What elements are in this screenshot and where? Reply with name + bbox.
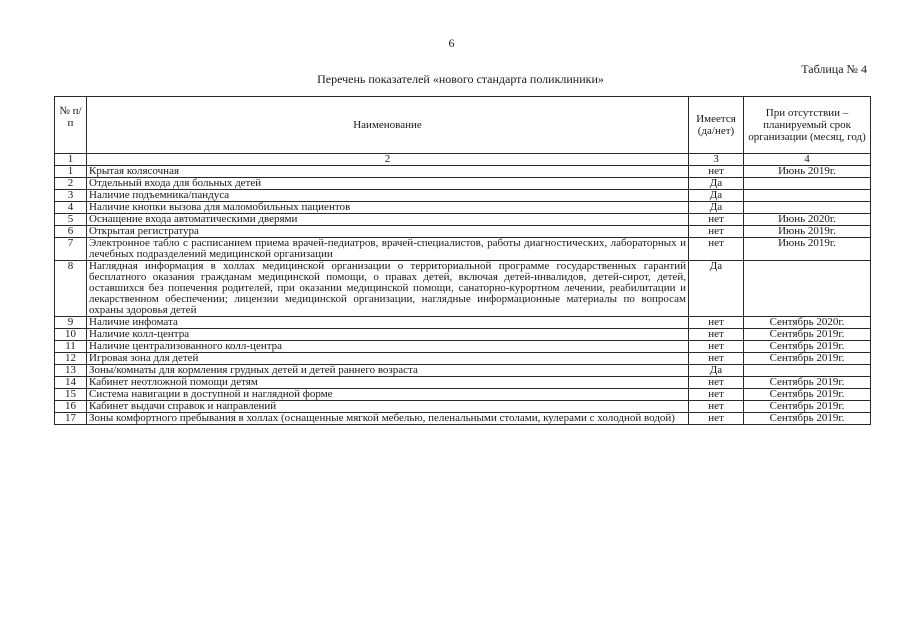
column-index-cell: 3: [689, 154, 744, 166]
table-row: [55, 353, 871, 365]
row-term: [744, 261, 871, 317]
row-has: Да: [689, 261, 744, 317]
table-header-row: [55, 97, 871, 154]
table-row: [55, 365, 871, 377]
row-name: Электронное табло с расписанием приема врачей-педиатров, врачей-специалистов, работы диагностических, лабораторных и лечебных подразделений медицинской организации: [87, 238, 689, 261]
row-name: Наглядная информация в холлах медицинской организации о территориальной программе государственных гарантий бесплатного оказания гражданам медицинской помощи, о правах детей, включая детей-инвалидов, детей-сирот, детей, оставшихся без попечения родителей, при оказании медицинской помощи, санаторно-курортном лечении, реабилитации и лекарственном обеспечении; лицензии медицинской организации, наглядные информационные материалы по вопросам охраны здоровья детей: [87, 261, 689, 317]
row-term: [744, 178, 871, 190]
row-has: нет: [689, 377, 744, 389]
row-term: Сентябрь 2019г.: [744, 329, 871, 341]
row-number: 16: [55, 401, 87, 413]
column-index-cell: 2: [87, 154, 689, 166]
table-row: [55, 413, 871, 425]
row-term: [744, 190, 871, 202]
table-row: [55, 238, 871, 261]
row-term: Сентябрь 2019г.: [744, 389, 871, 401]
indicators-table: [54, 96, 871, 425]
row-name: Зоны комфортного пребывания в холлах (оснащенные мягкой мебелью, пеленальными столами, кулерами с холодной водой): [87, 413, 689, 425]
row-term: [744, 365, 871, 377]
row-has: нет: [689, 353, 744, 365]
row-has: нет: [689, 341, 744, 353]
row-number: 6: [55, 226, 87, 238]
table-row: [55, 214, 871, 226]
row-has: нет: [689, 214, 744, 226]
page-number: 6: [448, 36, 455, 50]
row-number: 9: [55, 317, 87, 329]
table-row: [55, 166, 871, 178]
table-row: [55, 341, 871, 353]
row-term: [744, 202, 871, 214]
row-number: 4: [55, 202, 87, 214]
row-has: нет: [689, 238, 744, 261]
row-number: 12: [55, 353, 87, 365]
row-name: Кабинет неотложной помощи детям: [87, 377, 689, 389]
table-row: [55, 389, 871, 401]
row-number: 15: [55, 389, 87, 401]
row-name: Открытая регистратура: [87, 226, 689, 238]
table-row: [55, 377, 871, 389]
row-has: нет: [689, 317, 744, 329]
table-row: [55, 202, 871, 214]
row-has: нет: [689, 226, 744, 238]
header-term: При отсутствии – планируемый срок организации (месяц, год): [744, 97, 871, 154]
row-term: Июнь 2020г.: [744, 214, 871, 226]
header-number: № п/п: [55, 97, 87, 154]
row-number: 8: [55, 261, 87, 317]
row-term: Сентябрь 2019г.: [744, 401, 871, 413]
document-title: Перечень показателей «нового стандарта поликлиники»: [317, 72, 604, 86]
table-row: [55, 329, 871, 341]
row-number: 7: [55, 238, 87, 261]
row-term: Сентябрь 2019г.: [744, 353, 871, 365]
table-row: [55, 261, 871, 317]
row-number: 1: [55, 166, 87, 178]
table-row: [55, 178, 871, 190]
row-term: Сентябрь 2019г.: [744, 341, 871, 353]
row-name: Наличие колл-центра: [87, 329, 689, 341]
row-name: Кабинет выдачи справок и направлений: [87, 401, 689, 413]
row-term: Сентябрь 2020г.: [744, 317, 871, 329]
row-term: Июнь 2019г.: [744, 166, 871, 178]
row-name: Крытая колясочная: [87, 166, 689, 178]
row-has: нет: [689, 401, 744, 413]
row-name: Наличие подъемника/пандуса: [87, 190, 689, 202]
row-has: нет: [689, 166, 744, 178]
row-number: 11: [55, 341, 87, 353]
table-row: [55, 317, 871, 329]
column-index-row: [55, 154, 871, 166]
row-has: Да: [689, 365, 744, 377]
table-row: [55, 226, 871, 238]
row-has: Да: [689, 202, 744, 214]
row-term: Сентябрь 2019г.: [744, 377, 871, 389]
row-has: нет: [689, 329, 744, 341]
header-has: Имеется (да/нет): [689, 97, 744, 154]
row-has: нет: [689, 389, 744, 401]
row-number: 14: [55, 377, 87, 389]
row-has: Да: [689, 190, 744, 202]
table-row: [55, 401, 871, 413]
row-name: Зоны/комнаты для кормления грудных детей и детей раннего возраста: [87, 365, 689, 377]
row-number: 17: [55, 413, 87, 425]
row-name: Система навигации в доступной и наглядной форме: [87, 389, 689, 401]
row-number: 2: [55, 178, 87, 190]
row-has: Да: [689, 178, 744, 190]
row-number: 10: [55, 329, 87, 341]
header-name: Наименование: [87, 97, 689, 154]
row-term: Июнь 2019г.: [744, 226, 871, 238]
row-has: нет: [689, 413, 744, 425]
row-name: Оснащение входа автоматическими дверями: [87, 214, 689, 226]
column-index-cell: 4: [744, 154, 871, 166]
row-term: Сентябрь 2019г.: [744, 413, 871, 425]
table-label: Таблица № 4: [801, 62, 867, 76]
table-row: [55, 190, 871, 202]
row-name: Игровая зона для детей: [87, 353, 689, 365]
row-number: 5: [55, 214, 87, 226]
row-name: Наличие централизованного колл-центра: [87, 341, 689, 353]
row-name: Наличие инфомата: [87, 317, 689, 329]
column-index-cell: 1: [55, 154, 87, 166]
indicators-table-body: [55, 97, 871, 425]
row-term: Июнь 2019г.: [744, 238, 871, 261]
row-number: 13: [55, 365, 87, 377]
row-name: Отдельный входа для больных детей: [87, 178, 689, 190]
row-number: 3: [55, 190, 87, 202]
row-name: Наличие кнопки вызова для маломобильных пациентов: [87, 202, 689, 214]
